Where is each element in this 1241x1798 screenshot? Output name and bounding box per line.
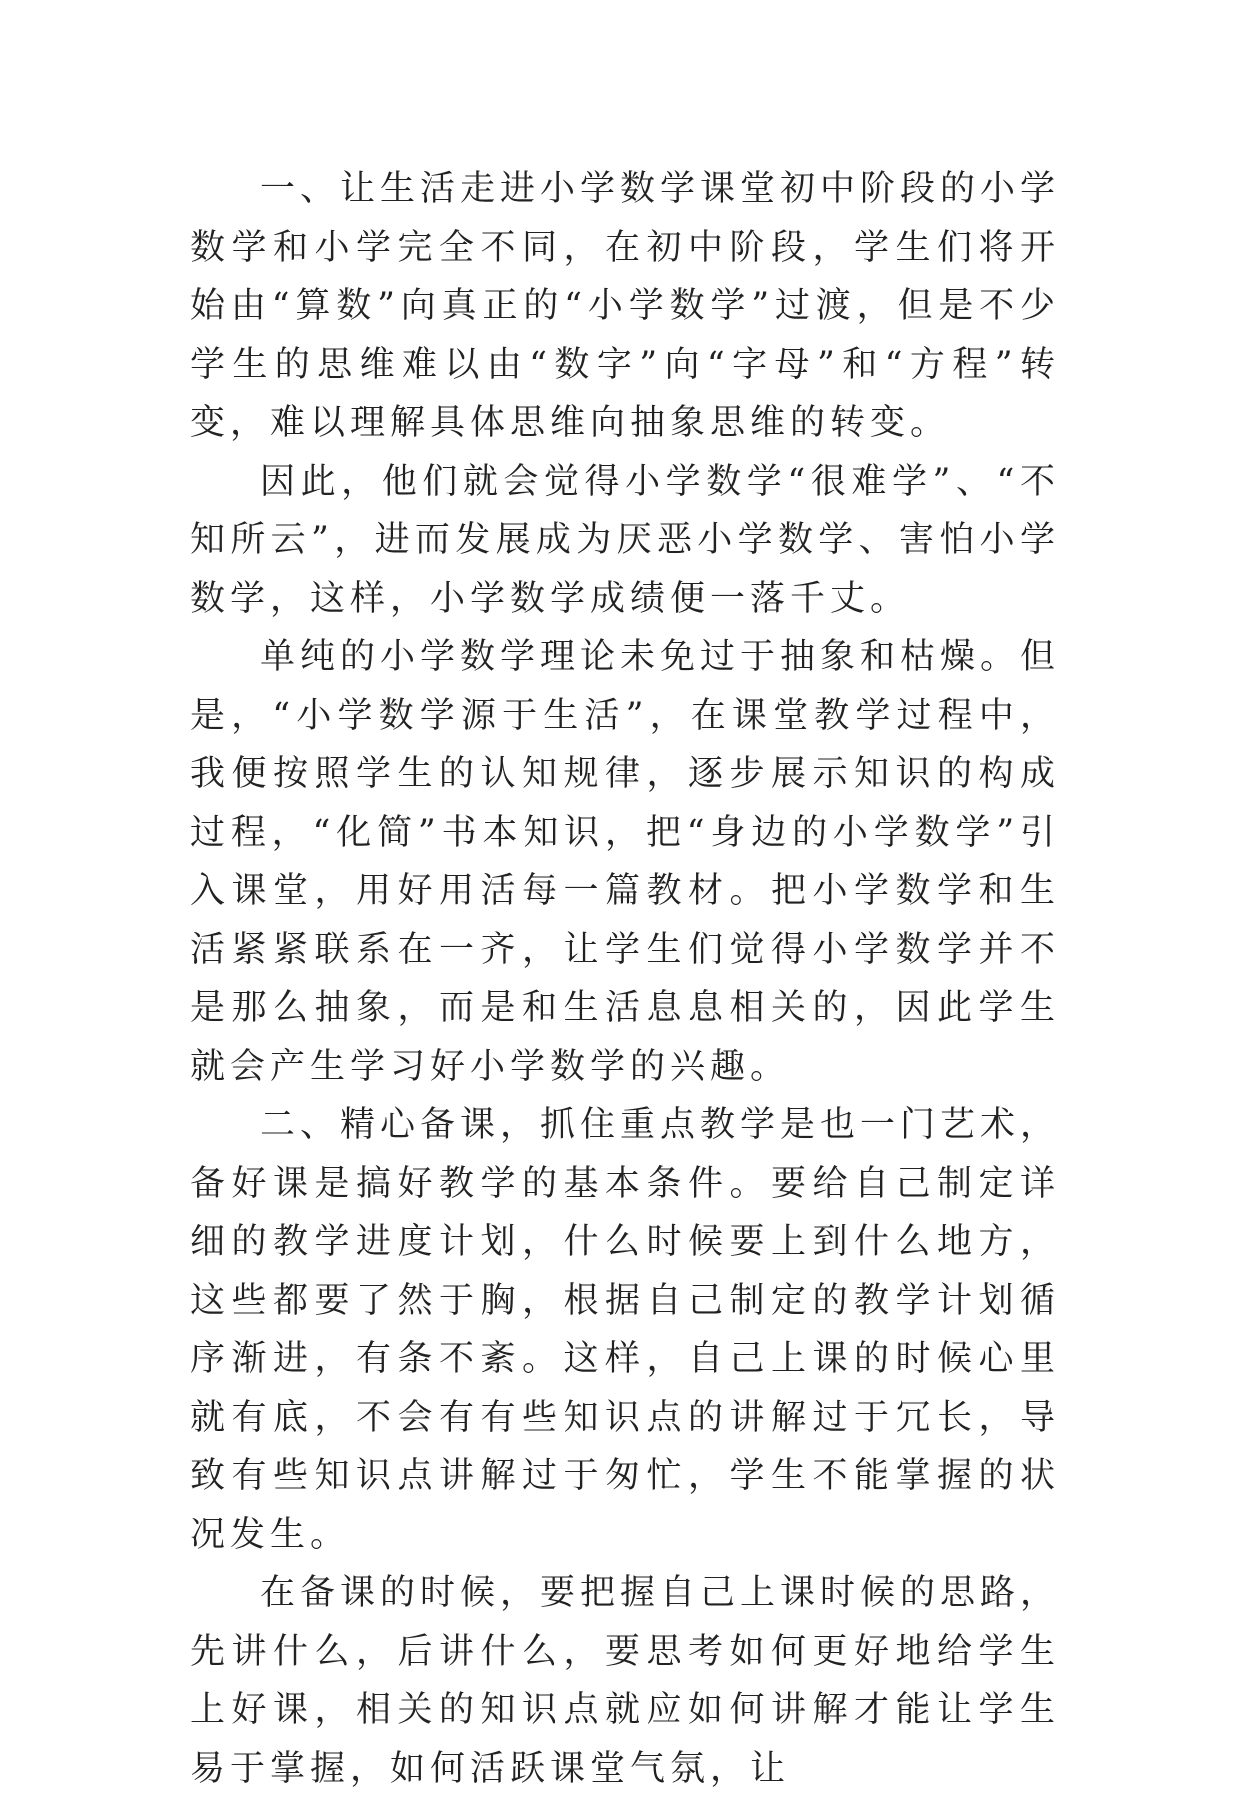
paragraph: 在备课的时候，要把握自己上课时候的思路，先讲什么，后讲什么，要思考如何更好地给学生上好课，相关的知识点就应如何讲解才能让学生易于掌握，如何活跃课堂气氛，让 xyxy=(190,1573,1061,1789)
paragraph: 二、精心备课，抓住重点教学是也一门艺术，备好课是搞好教学的基本条件。要给自己制定详细的教学进度计划，什么时候要上到什么地方，这些都要了然于胸，根据自己制定的教学计划循序渐进，有条不紊。这样，自己上课的时候心里就有底，不会有有些知识点的讲解过于冗长，导致有些知识点讲解过于匆忙，学生不能掌握的状况发生。 xyxy=(190,1105,1061,1555)
paragraph: 因此，他们就会觉得小学数学“很难学”、“不知所云”，进而发展成为厌恶小学数学、害怕小学数学，这样，小学数学成绩便一落千丈。 xyxy=(190,461,1060,619)
document-body xyxy=(190,160,1060,1798)
paragraph: 一、让生活走进小学数学课堂初中阶段的小学数学和小学完全不同，在初中阶段，学生们将开始由“算数”向真正的“小学数学”过渡，但是不少学生的思维难以由“数字”向“字母”和“方程”转变，难以理解具体思维向抽象思维的转变。 xyxy=(190,169,1061,443)
paragraph: 单纯的小学数学理论未免过于抽象和枯燥。但是，“小学数学源于生活”，在课堂教学过程中，我便按照学生的认知规律，逐步展示知识的构成过程，“化简”书本知识，把“身边的小学数学”引入课堂，用好用活每一篇教材。把小学数学和生活紧紧联系在一齐，让学生们觉得小学数学并不是那么抽象，而是和生活息息相关的，因此学生就会产生学习好小学数学的兴趣。 xyxy=(190,637,1061,1087)
